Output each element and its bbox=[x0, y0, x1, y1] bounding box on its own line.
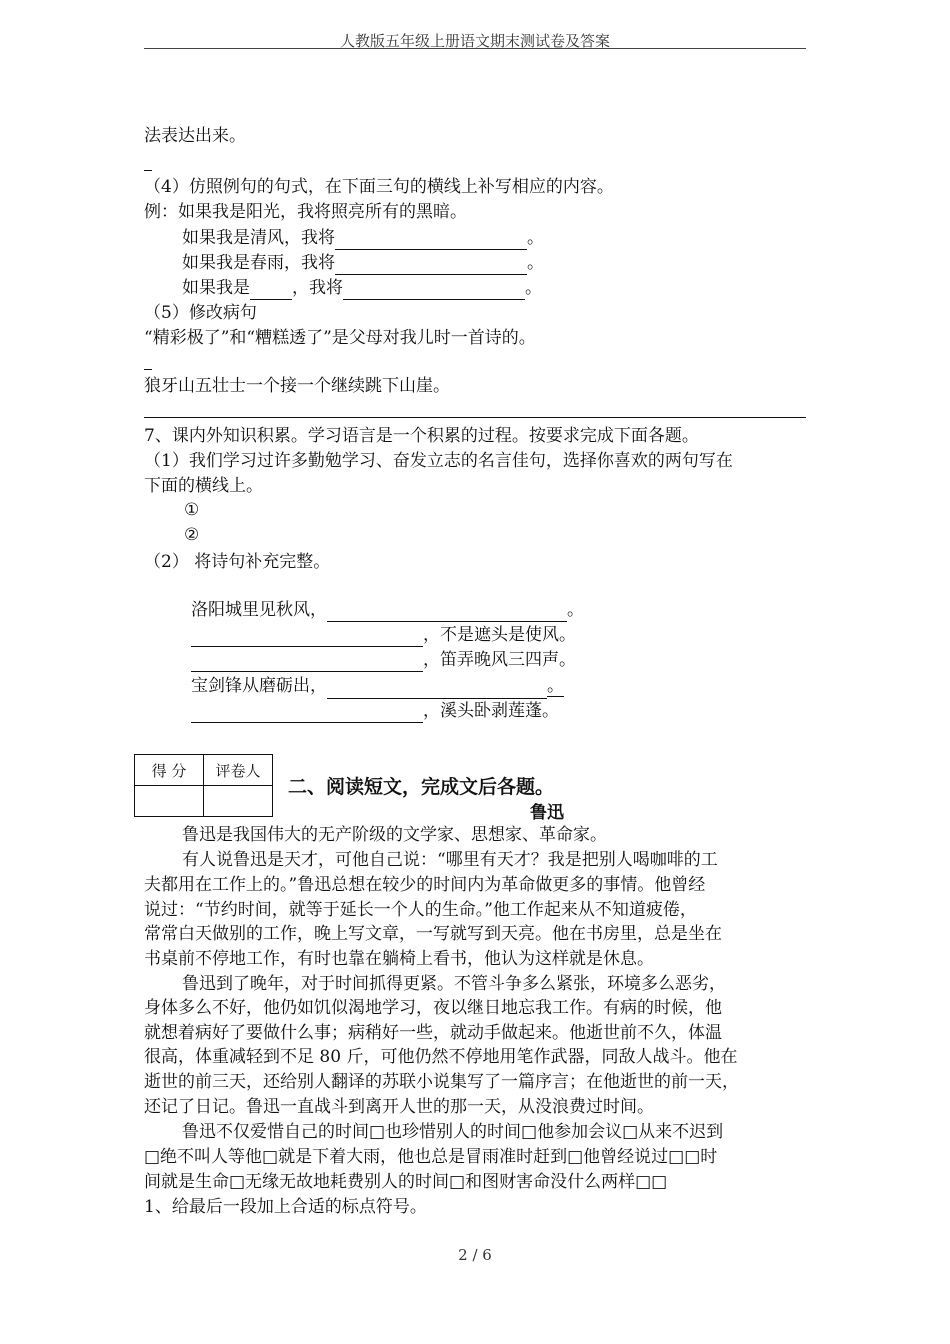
article-line: 鲁迅不仅爱惜自己的时间□也珍惜别人的时间□他参加会议□从来不迟到 bbox=[182, 1122, 724, 1142]
fill-text: 如果我是 bbox=[182, 278, 250, 298]
article-line: 有人说鲁迅是天才，可他自己说：“哪里有天才？我是把别人喝咖啡的工 bbox=[182, 850, 718, 870]
poem-line-4 bbox=[191, 674, 564, 699]
question-1: 1、给最后一段加上合适的标点符号。 bbox=[144, 1197, 427, 1217]
period: 。 bbox=[547, 676, 564, 696]
grader-header: 评卷人 bbox=[204, 755, 273, 786]
article-line: 书桌前不停地工作，有时也靠在躺椅上看书，他认为这样就是休息。 bbox=[144, 949, 654, 969]
article-line: 很高，体重减轻到不足 80 斤，可他仍然不停地用笔作武器，同敌人战斗。他在 bbox=[144, 1047, 738, 1067]
fill-sentence-2 bbox=[182, 251, 544, 275]
article-line: 逝世的前三天，还给别人翻译的苏联小说集写了一篇序言；在他逝世的前一天， bbox=[144, 1072, 739, 1092]
article-line: 还记了日记。鲁迅一直战斗到离开人世的那一天，从没浪费过时间。 bbox=[144, 1097, 654, 1117]
poem-line-5 bbox=[191, 699, 559, 723]
fill-sentence-1 bbox=[182, 226, 544, 250]
score-table bbox=[134, 754, 273, 817]
answer-blank[interactable] bbox=[250, 281, 292, 300]
answer-blank[interactable] bbox=[191, 653, 423, 672]
article-line: 身体多么不好，他仍如饥似渴地学习，夜以继日地忘我工作。有病的时候，他 bbox=[144, 998, 722, 1018]
article-line: 鲁迅是我国伟大的无产阶级的文学家、思想家、革命家。 bbox=[182, 825, 607, 845]
fill-sentence-3 bbox=[182, 276, 542, 300]
poem-text: 宝剑锋从磨砺出， bbox=[191, 676, 327, 696]
question-4: （4）仿照例句的句式，在下面三句的横线上补写相应的内容。 bbox=[144, 177, 614, 197]
question-5: （5）修改病句 bbox=[144, 303, 257, 323]
poem-text: ，不是遮头是使风。 bbox=[423, 625, 576, 645]
fill-text: 如果我是清风，我将 bbox=[182, 228, 335, 248]
score-cell[interactable] bbox=[135, 786, 204, 817]
bad-sentence-1: “精彩极了”和“糟糕透了”是父母对我儿时一首诗的。 bbox=[144, 328, 536, 348]
grader-cell[interactable] bbox=[204, 786, 273, 817]
answer-blank[interactable] bbox=[191, 704, 423, 723]
article-line: 就想着病好了要做什么事；病稍好一些，就动手做起来。他逝世前不久，体温 bbox=[144, 1023, 722, 1043]
section-2-title: 二、阅读短文，完成文后各题。 bbox=[288, 776, 555, 798]
answer-blank[interactable] bbox=[335, 231, 527, 250]
period: 。 bbox=[525, 278, 542, 298]
score-header: 得 分 bbox=[135, 755, 204, 786]
question-7-title: 7、课内外知识积累。学习语言是一个积累的过程。按要求完成下面各题。 bbox=[144, 426, 699, 446]
article-line: □绝不叫人等他□就是下着大雨，他也总是冒雨准时赶到□他曾经说过□□时 bbox=[144, 1147, 718, 1167]
article-title: 鲁迅 bbox=[530, 803, 564, 823]
period: 。 bbox=[527, 253, 544, 273]
question-7-sub1: （1）我们学习过许多勤勉学习、奋发立志的名言佳句，选择你喜欢的两句写在 bbox=[144, 451, 733, 471]
text-line: 法表达出来。 bbox=[144, 126, 246, 146]
answer-line[interactable] bbox=[144, 417, 806, 418]
poem-text: ，笛弄晚风三四声。 bbox=[423, 650, 576, 670]
page-header-title: 人教版五年级上册语文期末测试卷及答案 bbox=[339, 32, 610, 50]
bad-sentence-2: 狼牙山五壮士一个接一个继续跳下山崖。 bbox=[144, 376, 450, 396]
answer-blank[interactable] bbox=[327, 603, 567, 622]
article-line: 夫都用在工作上的。”鲁迅总想在较少的时间内为革命做更多的事情。他曾经 bbox=[144, 875, 706, 895]
page-number: 2 / 6 bbox=[458, 1246, 492, 1264]
example-sentence: 例：如果我是阳光，我将照亮所有的黑暗。 bbox=[144, 202, 467, 222]
answer-dash bbox=[144, 369, 152, 370]
period: 。 bbox=[567, 600, 584, 620]
answer-dash bbox=[144, 170, 152, 171]
marker-1: ① bbox=[184, 500, 200, 520]
answer-blank[interactable] bbox=[343, 281, 525, 300]
article-line: 常常白天做别的工作，晚上写文章，一写就写到天亮。他在书房里，总是坐在 bbox=[144, 924, 722, 944]
article-line: 说过：“节约时间，就等于延长一个人的生命。”他工作起来从不知道疲倦， bbox=[144, 900, 697, 920]
answer-blank[interactable] bbox=[335, 256, 527, 275]
poem-line-1 bbox=[191, 598, 584, 622]
question-7-sub1-cont: 下面的横线上。 bbox=[144, 476, 263, 496]
answer-blank[interactable] bbox=[191, 628, 423, 647]
fill-text: 如果我是春雨，我将 bbox=[182, 253, 335, 273]
header-divider bbox=[144, 48, 806, 49]
marker-2: ② bbox=[184, 525, 200, 545]
poem-line-3 bbox=[191, 648, 576, 672]
article-line: 间就是生命□无缘无故地耗费别人的时间□和图财害命没什么两样□□ bbox=[144, 1172, 668, 1192]
article-line: 鲁迅到了晚年，对于时间抓得更紧。不管斗争多么紧张，环境多么恶劣， bbox=[182, 974, 726, 994]
poem-text: 洛阳城里见秋风， bbox=[191, 600, 327, 620]
answer-blank[interactable] bbox=[327, 680, 547, 699]
poem-line-2 bbox=[191, 623, 576, 647]
question-7-sub2: （2） 将诗句补充完整。 bbox=[144, 552, 331, 572]
poem-text: ，溪头卧剥莲蓬。 bbox=[423, 701, 559, 721]
fill-text: ，我将 bbox=[292, 278, 343, 298]
period: 。 bbox=[527, 228, 544, 248]
